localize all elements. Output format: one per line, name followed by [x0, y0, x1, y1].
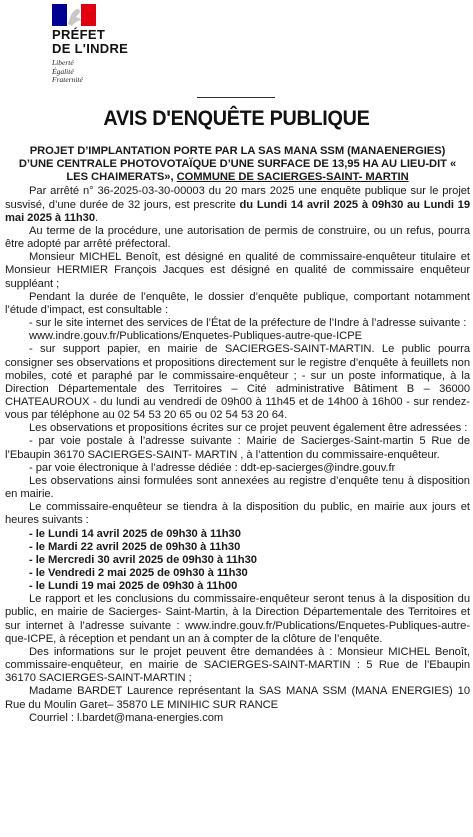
paragraph-commissaire: Monsieur MICHEL Benoît, est désigné en qualité de commissaire-enquêteur titulaire et Monsieur HERMIER François Jacques est désigné en qualité de commissaire enquêteur suppléant ;: [5, 251, 470, 290]
arrete-text: Par arrêté n° 36-2025-03-30-00003 du 20 mars 2025 une enquête publique sur le projet susvisé, d’une durée de 32 jours, est prescrite: [5, 185, 470, 211]
paragraph-voie-electronique: - par voie électronique à l’adresse dédiée : ddt-ep-sacierges@indre.gouv.fr: [29, 461, 396, 474]
paragraph-rapport: Le rapport et les conclusions du commissaire-enquêteur seront tenus à la disposition du public, en mairie de Sacierges- Saint-Martin, à la Direction Départementale des Territoires et sur internet à l’adresse suivante : www.indre.gouv.fr/Publications/Enquetes-Publiques-autre-que-ICPE, à réception et pendant un an à compter de la clôture de l’enquête.: [5, 593, 470, 645]
motto-egalite: Égalité: [52, 66, 74, 76]
paragraph-arrete: [5, 185, 470, 224]
list-item: - le Lundi 14 avril 2025 de 09h30 à 11h30: [29, 527, 241, 540]
paragraph-annexees: Les observations ainsi formulées sont annexées au registre d’enquête tenu à disposition en mairie.: [5, 474, 470, 501]
subtitle-commune: COMMUNE DE SACIERGES-SAINT- MARTIN: [176, 171, 409, 184]
paragraph-permanences: Le commissaire-enquêteur se tiendra à la disposition du public, en mairie aux jours et heures suivants :: [5, 501, 470, 527]
paragraph-dossier: Pendant la durée de l’enquête, le dossier d’enquête publique, comportant notamment l’étude d’impact, est consultable :: [5, 290, 470, 316]
website-link[interactable]: www.indre.gouv.fr/Publications/Enquetes-Publiques-autre-que-ICPE: [29, 330, 363, 343]
prefecture-logo: [52, 4, 172, 85]
motto-fraternite: Fraternité: [52, 75, 83, 84]
paragraph-observations: Les observations et propositions écrites sur ce projet peuvent également être adressées :: [29, 422, 468, 435]
permanence-dates-list: [5, 528, 470, 594]
title-divider: [197, 97, 275, 98]
prefet-line-2: DE L'INDRE: [52, 41, 129, 56]
paragraph-site-internet: - sur le site internet des services de l’État de la préfecture de l’Indre à l’adresse suivante :: [29, 317, 467, 330]
list-item: - le Lundi 19 mai 2025 de 09h30 à 11h00: [29, 580, 238, 593]
list-item: - le Mercredi 30 avril 2025 de 09h30 à 11h30: [29, 553, 257, 566]
paragraph-courriel: Courriel : l.bardet@mana-energies.com: [29, 711, 224, 724]
paragraph-procedure: Au terme de la procédure, une autorisation de permis de construire, ou un refus, pourra être adopté par arrêté préfectoral.: [5, 224, 470, 251]
motto: [52, 59, 172, 85]
paragraph-representant: Madame BARDET Laurence représentant la SAS MANA SSM (MANA ENERGIES) 10 Rue du Moulin Garet– 35870 LE MINIHIC SUR RANCE: [5, 685, 470, 711]
prefet-line-1: PRÉFET: [52, 27, 106, 42]
paragraph-informations: Des informations sur le projet peuvent être demandées à : Monsieur MICHEL Benoît, commissaire-enquêteur, en mairie de SACIERGES-SAINT-MARTIN : 5 Rue de l’Ebaupin 36170 SACIERGES-SAINT-MARTIN ;: [5, 645, 470, 685]
project-subtitle: [5, 145, 470, 184]
arrete-end: .: [95, 211, 99, 224]
page-title: AVIS D'ENQUÊTE PUBLIQUE: [103, 106, 370, 130]
paragraph-voie-postale: - par voie postale à l’adresse suivante : Mairie de Sacierges-Saint-martin 5 Rue de l’Ebaupin 36170 SACIERGES-SAINT- MARTIN , à l’attention du commissaire-enquêteur.: [5, 435, 470, 461]
list-item: - le Vendredi 2 mai 2025 de 09h30 à 11h30: [29, 567, 248, 579]
enquete-dates: du Lundi 14 avril 2025 à 09h30 au Lundi 19 mai 2025 à 11h30: [5, 198, 471, 224]
list-item: - le Mardi 22 avril 2025 de 09h30 à 11h30: [29, 540, 241, 553]
paragraph-support-papier: - sur support papier, en mairie de SACIERGES-SAINT-MARTIN. Le public pourra consigner ses observations et propositions directement sur le registre d’enquête à feuillets non mobiles, coté et paraphé par le commissaire-enquêteur ; - sur un poste informatique, à la Direction Départementale des Territoires – Cité administrative Bâtiment B – 36000 CHATEAUROUX - du lundi au vendredi de 09h00 à 11h45 et de 14h00 à 16h00 - sur rendez-vous par téléphone au 02 54 53 20 65 ou 02 54 53 20 64.: [5, 343, 470, 422]
subtitle-part-1: PROJET D’IMPLANTATION PORTE PAR LA SAS MANA SSM (MANAENERGIES) D’UNE CENTRALE PHOTOVOTAÏQUE D’UNE SURFACE DE 13,95 HA AU LIEU-DIT « LES CHAIMERATS»,: [18, 145, 457, 184]
marianne-flag-icon: [52, 4, 96, 26]
notice-body: [5, 145, 470, 725]
motto-liberte: Liberté: [52, 58, 74, 67]
